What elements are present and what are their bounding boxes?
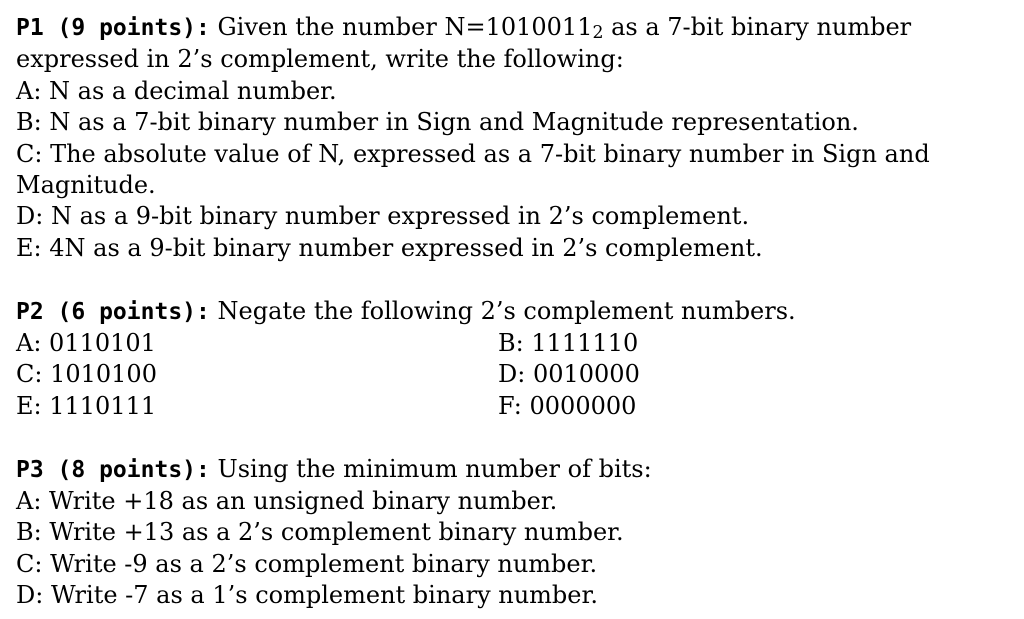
problem-sheet [16,12,1006,612]
problem-2-item-d: D: 0010000 [498,360,640,389]
problem-1-intro-text-end: as a 7-bit binary number expressed in 2’s complement, write the following: [16,13,912,74]
problem-2-heading: P2 (6 points): [16,298,210,325]
problem-3-item-b: B: Write +13 as a 2’s complement binary number. [16,518,624,547]
problem-3-intro-text: Using the minimum number of bits: [209,454,652,483]
problem-3-intro [16,454,1006,486]
problem-2 [16,296,1006,423]
problem-2-item-a: A: 0110101 [16,329,156,358]
problem-3 [16,454,1006,612]
problem-2-item-c: C: 1010100 [16,360,157,389]
problem-2-intro-text: Negate the following 2’s complement numbers. [209,296,796,325]
problem-1-heading: P1 (9 points): [16,15,210,41]
problem-2-row [16,328,1006,359]
problem-3-item-c: C: Write -9 as a 2’s complement binary number. [16,549,598,578]
problem-1-item-c: C: The absolute value of N, expressed as a 7-bit binary number in Sign and Magnitude. [16,139,930,200]
problem-2-intro [16,296,1006,328]
number-base-subscript: 2 [592,23,604,44]
problem-1-item-b: B: N as a 7-bit binary number in Sign and Magnitude representation. [16,108,859,137]
spacer [16,264,1006,295]
problem-1-item-a: A: N as a decimal number. [16,76,337,105]
problem-2-item-b: B: 1111110 [498,329,639,358]
problem-2-item-e: E: 1110111 [16,391,157,420]
problem-1-intro-text: Given the number N=1010011 [209,13,593,41]
problem-1-intro [16,12,1006,76]
problem-3-item-d: D: Write -7 as a 1’s complement binary number. [16,581,598,610]
problem-1-item-d: D: N as a 9-bit binary number expressed in 2’s complement. [16,202,750,231]
problem-3-item-a: A: Write +18 as an unsigned binary number. [16,487,558,516]
problem-2-row [16,359,1006,390]
problem-1 [16,12,1006,264]
spacer [16,422,1006,453]
problem-2-row [16,391,1006,422]
problem-1-item-e: E: 4N as a 9-bit binary number expressed in 2’s complement. [16,233,763,262]
problem-2-item-f: F: 0000000 [498,391,637,420]
problem-3-heading: P3 (8 points): [16,456,210,483]
